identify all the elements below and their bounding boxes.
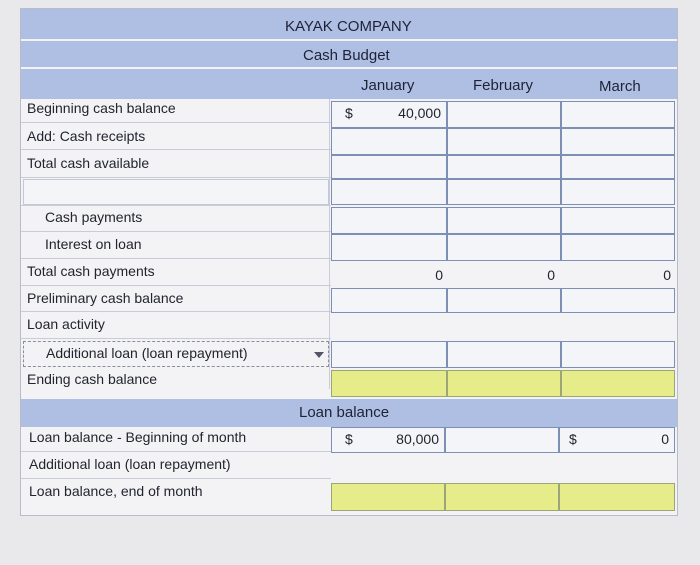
company-name: KAYAK COMPANY [285,18,412,35]
row-divider [21,149,331,150]
row-divider [21,285,331,286]
jan-beginning-currency: $ [345,105,353,121]
mar-cash-receipts-input[interactable] [561,128,675,155]
header-band-months [21,69,677,99]
mar-total-payments-value: 0 [663,267,671,283]
budget-title: Cash Budget [303,47,390,64]
column-february: February [473,77,534,94]
label-loan-end: Loan balance, end of month [29,483,203,499]
mar-total-available-input[interactable] [561,155,675,179]
jan-additional-loan-input[interactable] [331,341,447,368]
label-preliminary: Preliminary cash balance [27,290,184,306]
feb-loan-end-input[interactable] [445,483,559,511]
jan-blank-input[interactable] [331,179,447,205]
row-divider [21,478,331,479]
row-divider [21,122,331,123]
jan-total-available-input[interactable] [331,155,447,179]
jan-interest-input[interactable] [331,234,447,261]
jan-ending-cash-input[interactable] [331,370,447,397]
feb-ending-cash-input[interactable] [447,370,561,397]
mar-ending-cash-input[interactable] [561,370,675,397]
jan-preliminary-input[interactable] [331,288,447,313]
feb-blank-input[interactable] [447,179,561,205]
label-loan-activity: Loan activity [27,316,105,332]
row-divider [21,451,331,452]
row-divider [21,311,331,312]
mar-cash-payments-input[interactable] [561,207,675,234]
label-total-available: Total cash available [27,155,150,171]
mar-loan-beginning-value: 0 [661,431,669,447]
jan-loan-end-input[interactable] [331,483,445,511]
row-divider [21,177,331,178]
label-loan-additional: Additional loan (loan repayment) [29,456,231,472]
jan-cash-receipts-input[interactable] [331,128,447,155]
row-divider [21,338,331,339]
label-total-payments: Total cash payments [27,263,155,279]
jan-beginning-value: 40,000 [398,105,441,121]
feb-loan-beginning-input[interactable] [445,427,559,453]
mar-beginning-cash-input[interactable] [561,101,675,128]
label-ending-cash: Ending cash balance [27,371,157,387]
label-beginning-cash: Beginning cash balance [27,100,176,116]
column-divider [329,99,330,389]
mar-blank-input[interactable] [561,179,675,205]
row-divider [21,258,331,259]
mar-loan-end-input[interactable] [559,483,675,511]
mar-interest-input[interactable] [561,234,675,261]
row-divider [21,205,331,206]
loan-balance-title: Loan balance [299,404,390,421]
jan-total-payments-value: 0 [435,267,443,283]
label-interest: Interest on loan [45,236,142,252]
jan-loan-beginning-value: 80,000 [396,431,439,447]
feb-total-available-input[interactable] [447,155,561,179]
feb-interest-input[interactable] [447,234,561,261]
label-additional-loan: Additional loan (loan repayment) [46,345,248,361]
feb-beginning-cash-input[interactable] [447,101,561,128]
jan-cash-payments-input[interactable] [331,207,447,234]
label-cash-payments: Cash payments [45,209,143,225]
blank-row-input[interactable] [23,179,329,205]
mar-preliminary-input[interactable] [561,288,675,313]
label-loan-beginning: Loan balance - Beginning of month [29,429,247,445]
jan-loan-currency: $ [345,431,353,447]
additional-loan-dropdown[interactable] [23,341,329,367]
column-march: March [599,78,641,95]
mar-loan-currency: $ [569,431,577,447]
cash-budget-sheet [20,8,678,516]
feb-total-payments-value: 0 [547,267,555,283]
row-divider [21,231,331,232]
chevron-down-icon [314,352,324,358]
feb-preliminary-input[interactable] [447,288,561,313]
label-add-receipts: Add: Cash receipts [27,128,146,144]
feb-cash-payments-input[interactable] [447,207,561,234]
feb-additional-loan-input[interactable] [447,341,561,368]
mar-additional-loan-input[interactable] [561,341,675,368]
feb-cash-receipts-input[interactable] [447,128,561,155]
column-january: January [361,77,415,94]
